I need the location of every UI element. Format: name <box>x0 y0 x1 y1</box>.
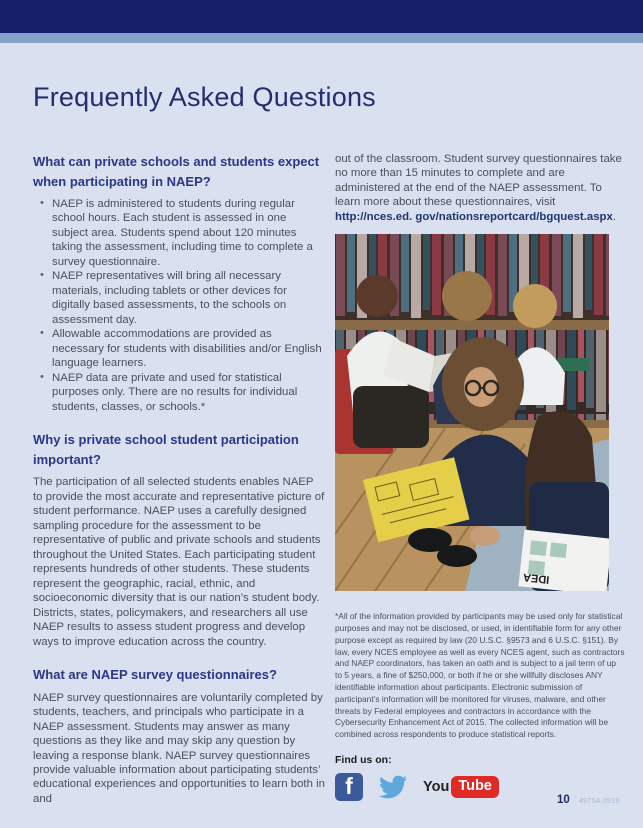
find-us-label: Find us on: <box>335 753 392 766</box>
list-item: • Allowable accommodations are provided as necessary for students with disabilities and/or English language learners. <box>40 327 325 370</box>
right-column <box>335 152 625 801</box>
youtube-tube-badge: Tube <box>451 776 499 798</box>
facebook-icon[interactable]: f <box>335 773 363 801</box>
faq-question-3: What are NAEP survey questionnaires? <box>33 667 277 683</box>
page-title: Frequently Asked Questions <box>33 82 376 112</box>
list-item: • NAEP is administered to students during regular school hours. Each student is assessed in one subject area. Students spend about 120 minutes taking the assessment, including time to complete a survey questionnaire. <box>40 197 325 269</box>
faq-answer-1-bullet-list <box>33 197 325 414</box>
page-footer <box>557 794 620 806</box>
photo-students-library <box>335 234 609 591</box>
faq-question-1: What can private schools and students expect when participating in NAEP? <box>33 154 320 189</box>
faq-answer-3-left: NAEP survey questionnaires are voluntarily completed by students, teachers, and principals who participate in a NAEP assessment. Students may answer as many questions as they like and may skip any question by leaving a response blank. NAEP survey questionnaires provide valuable information about participating students’ educational experiences and opportunities to learn both in and <box>33 691 325 805</box>
twitter-icon[interactable] <box>376 773 410 801</box>
doc-code: 4975A.0918 <box>578 798 620 805</box>
link-suffix: . <box>612 210 617 223</box>
list-item: • NAEP representatives will bring all necessary materials, including tablets or other devices for digitally based assessments, to the schools on assessment day. <box>40 269 325 327</box>
questionnaires-link[interactable]: http://nces.ed. gov/nationsreportcard/bgquest.aspx <box>335 210 613 223</box>
left-column <box>33 152 325 806</box>
faq-answer-2: The participation of all selected students enables NAEP to provide the most accurate and representative picture of student performance. NAEP uses a carefully designed sampling procedure for the assessment to be representative of public and private schools and students throughout the United States. Each participating student represents hundreds of other students. These students represent the geographic, racial, ethnic, and socioeconomic diversity that is our nation’s student body. Districts, states, policymakers, and researchers all use NAEP results to assess student progress and develop ways to improve education across the country. <box>33 476 325 648</box>
youtube-icon[interactable] <box>423 776 499 798</box>
header-accent-bar <box>0 33 643 43</box>
header-bar <box>0 0 643 33</box>
faq-answer-3-right-text: out of the classroom. Student survey questionnaires take no more than 15 minutes to complete and are administered at the end of the NAEP assessment. To learn more about these questionnaires, visit <box>335 153 622 209</box>
page-number: 10 <box>557 794 570 806</box>
list-item: • NAEP data are private and used for statistical purposes only. There are no results for individual students, classes, or schools.* <box>40 371 325 414</box>
faq-answer-3-continued <box>335 152 625 224</box>
svg-text:IDEA: IDEA <box>522 571 550 586</box>
youtube-you-text: You <box>423 778 450 795</box>
faq-question-2: Why is private school student participation important? <box>33 432 299 467</box>
footnote: *All of the information provided by participants may be used only for statistical purposes and may not be disclosed, or used, in identifiable form for any other purpose except as required by law (20 U.S.C. §9573 and 6 U.S.C. §151). By law, every NCES employee as well as every NCES agent, such as contractors and NAEP coordinators, has taken an oath and is subject to a jail term of up to 5 years, a fine of $250,000, or both if he or she willfully discloses ANY identifiable information about participants. Electronic submission of participant’s information will be monitored for viruses, malware, and other threats by Federal employees and contractors in accordance with the Cybersecurity Enhancement Act of 2015. The collected information will be combined across respondents to produce statistical reports. <box>335 611 625 740</box>
